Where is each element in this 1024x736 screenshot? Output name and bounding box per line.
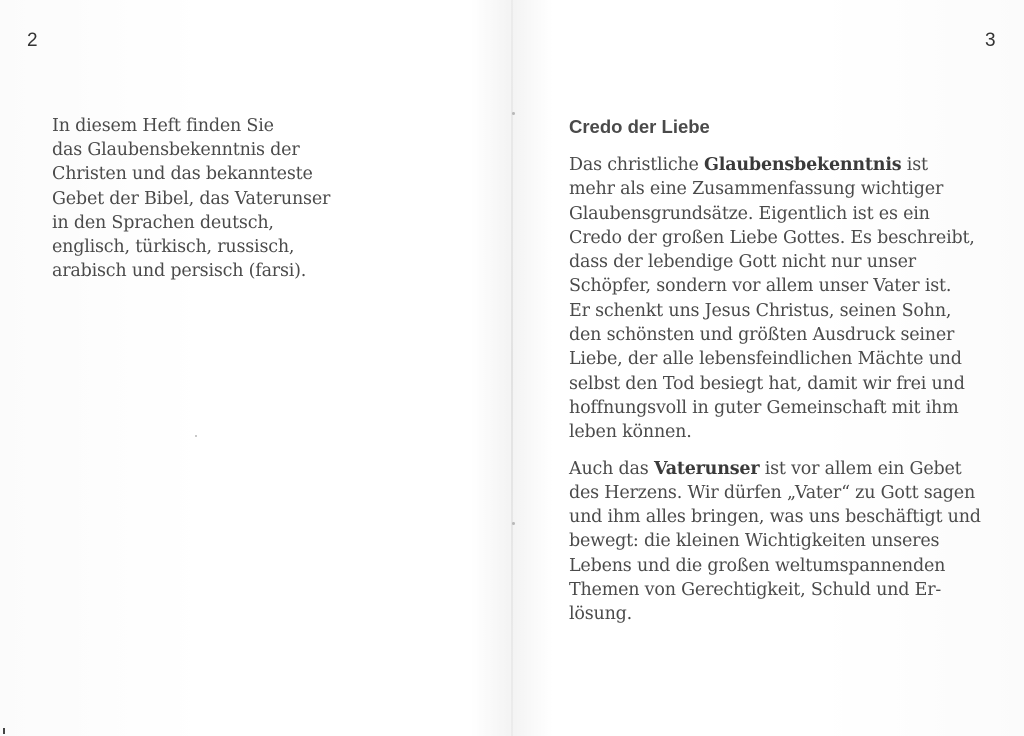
text-run: ist vor allem ein Gebet — [759, 458, 962, 479]
scan-speck — [512, 522, 515, 525]
intro-line: in den Sprachen deutsch, — [52, 212, 274, 233]
paragraph-line: selbst den Tod besiegt hat, damit wir frei und — [569, 373, 965, 394]
credo-paragraph — [569, 153, 989, 445]
text-run: Auch das — [569, 458, 654, 479]
credo-section — [569, 115, 989, 639]
paragraph-line — [569, 457, 989, 481]
intro-line: arabisch und persisch (farsi). — [52, 261, 307, 282]
intro-line: das Glaubensbekenntnis der — [52, 140, 300, 161]
paragraph-line: dass der lebendige Gott nicht nur unser — [569, 252, 916, 273]
paragraph-line — [569, 153, 989, 177]
paragraph-line: mehr als eine Zusammenfassung wichtiger — [569, 179, 944, 200]
paragraph-line: Lebens und die großen weltumspannenden — [569, 555, 946, 576]
intro-line: Christen und das bekannteste — [52, 164, 313, 185]
vaterunser-paragraph — [569, 457, 989, 627]
paragraph-line: Glaubensgrundsätze. Eigentlich ist es ein — [569, 203, 930, 224]
scan-speck — [512, 112, 515, 115]
intro-line: Gebet der Bibel, das Vaterunser — [52, 188, 331, 209]
paragraph-line: Schöpfer, sondern vor allem unser Vater ist. — [569, 276, 952, 297]
bold-term-glaubensbekenntnis: Glaubensbekenntnis — [704, 155, 902, 175]
paragraph-line: und ihm alles bringen, was uns beschäftigt und — [569, 507, 981, 528]
intro-line: englisch, türkisch, russisch, — [52, 237, 295, 258]
scan-speck — [195, 435, 197, 437]
page-number-left: 2 — [27, 30, 38, 51]
paragraph-line: leben können. — [569, 422, 692, 443]
text-run: ist — [901, 155, 928, 175]
page-number-right: 3 — [985, 30, 996, 51]
intro-text — [52, 114, 382, 283]
paragraph-line: des Herzens. Wir dürfen „Vater“ zu Gott sagen — [569, 482, 976, 503]
gutter-fold — [511, 0, 513, 736]
intro-line: In diesem Heft finden Sie — [52, 116, 274, 136]
text-run: Das christliche — [569, 155, 705, 175]
paragraph-line: Liebe, der alle lebensfeindlichen Mächte und — [569, 349, 962, 370]
section-heading: Credo der Liebe — [569, 116, 710, 137]
paragraph-line: Credo der großen Liebe Gottes. Es beschreibt, — [569, 227, 975, 248]
bold-term-vaterunser: Vaterunser — [653, 458, 760, 479]
scan-speck — [3, 728, 5, 734]
paragraph-line: den schönsten und größten Ausdruck seiner — [569, 325, 955, 346]
paragraph-line: bewegt: die kleinen Wichtigkeiten unseres — [569, 531, 940, 552]
paragraph-line: lösung. — [569, 604, 633, 625]
paragraph-line: hoffnungsvoll in guter Gemeinschaft mit ihm — [569, 397, 959, 418]
paragraph-line: Themen von Gerechtigkeit, Schuld und Er- — [569, 580, 942, 601]
paragraph-line: Er schenkt uns Jesus Christus, seinen Sohn, — [569, 300, 952, 321]
